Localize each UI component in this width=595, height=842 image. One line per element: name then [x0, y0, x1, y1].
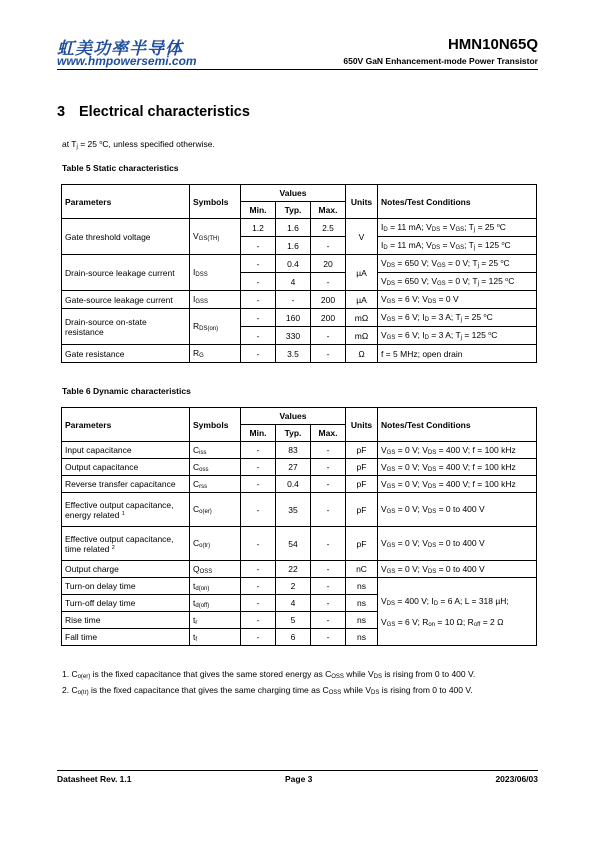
typ-cell: - — [276, 291, 311, 309]
param-cell: Drain-source leakage current — [62, 255, 190, 291]
max-cell: 20 — [311, 255, 346, 273]
symbol-cell: $R_G$ — [190, 345, 241, 363]
unit-cell: V — [346, 219, 378, 255]
table-row — [62, 476, 537, 493]
table-header-row — [62, 408, 537, 425]
symbol-cell: $C_{iss}$ — [190, 442, 241, 459]
max-cell: - — [311, 612, 346, 629]
note-cell: $V_{GS} = 6$ V; $I_D = 3$ A; $T_j = 125$ $^o$C — [378, 327, 537, 345]
min-cell: - — [241, 345, 276, 363]
symbol-cell: $C_{rss}$ — [190, 476, 241, 493]
note-cell: $V_{GS} = 6$ V; $I_D = 3$ A; $T_j = 25$ $^o$C — [378, 309, 537, 327]
symbol-cell: $t_{d(off)}$ — [190, 595, 241, 612]
max-cell: - — [311, 442, 346, 459]
section-heading — [57, 104, 250, 120]
header-divider — [57, 69, 538, 70]
min-cell: - — [241, 255, 276, 273]
typ-cell: 1.6 — [276, 219, 311, 237]
max-cell: - — [311, 237, 346, 255]
param-cell: Input capacitance — [62, 442, 190, 459]
note-cell: $V_{GS} = 0$ V; $V_{DS} = 0$ to 400 V — [378, 527, 537, 561]
unit-cell: pF — [346, 459, 378, 476]
header-max: Max. — [311, 425, 346, 442]
min-cell: - — [241, 476, 276, 493]
symbol-cell: $t_f$ — [190, 629, 241, 646]
header-values: Values — [241, 185, 346, 202]
part-number: HMN10N65Q — [447, 36, 538, 53]
min-cell: - — [241, 629, 276, 646]
symbol-cell: $Q_{OSS}$ — [190, 561, 241, 578]
typ-cell: 3.5 — [276, 345, 311, 363]
param-cell: Effective output capacitance, energy related $^1$ — [62, 493, 190, 527]
header-min: Min. — [241, 202, 276, 219]
typ-cell: 2 — [276, 578, 311, 595]
header-notes: Notes/Test Conditions — [378, 408, 537, 442]
max-cell: - — [311, 493, 346, 527]
param-cell: Drain-source on-state resistance — [62, 309, 190, 345]
header-units: Units — [346, 185, 378, 219]
header-max: Max. — [311, 202, 346, 219]
min-cell: - — [241, 442, 276, 459]
table-row — [62, 527, 537, 561]
param-cell: Gate-source leakage current — [62, 291, 190, 309]
typ-cell: 6 — [276, 629, 311, 646]
param-cell: Gate resistance — [62, 345, 190, 363]
typ-cell: 54 — [276, 527, 311, 561]
section-title: Electrical characteristics — [79, 104, 250, 120]
note-cell: $V_{GS} = 0$ V; $V_{DS} = 400$ V; f = 100 kHz — [378, 459, 537, 476]
unit-cell: ns — [346, 595, 378, 612]
note-cell: f = 5 MHz; open drain — [378, 345, 537, 363]
note-cell: $V_{DS} = 650$ V; $V_{GS} = 0$ V; $T_j = 25$ $^o$C — [378, 255, 537, 273]
unit-cell: pF — [346, 442, 378, 459]
brand-website-link[interactable]: www.hmpowersemi.com — [57, 54, 197, 68]
unit-cell: ns — [346, 612, 378, 629]
param-cell: Gate threshold voltage — [62, 219, 190, 255]
note-cell: $V_{DS} = 650$ V; $V_{GS} = 0$ V; $T_j = 125$ $^o$C — [378, 273, 537, 291]
max-cell: 2.5 — [311, 219, 346, 237]
param-cell: Output capacitance — [62, 459, 190, 476]
header-symbols: Symbols — [190, 185, 241, 219]
header-parameters: Parameters — [62, 408, 190, 442]
symbol-cell: $t_{d(on)}$ — [190, 578, 241, 595]
note-cell: $V_{GS} = 0$ V; $V_{DS} = 400$ V; f = 100 kHz — [378, 476, 537, 493]
min-cell: - — [241, 459, 276, 476]
typ-cell: 83 — [276, 442, 311, 459]
min-cell: - — [241, 327, 276, 345]
typ-cell: 0.4 — [276, 476, 311, 493]
min-cell: 1.2 — [241, 219, 276, 237]
max-cell: - — [311, 578, 346, 595]
unit-cell: pF — [346, 527, 378, 561]
unit-cell: nC — [346, 561, 378, 578]
unit-cell: µA — [346, 291, 378, 309]
note-cell: $V_{GS} = 6$ V; $V_{DS} = 0$ V — [378, 291, 537, 309]
table5-caption: Table 5 Static characteristics — [62, 163, 179, 173]
min-cell: - — [241, 237, 276, 255]
max-cell: - — [311, 273, 346, 291]
max-cell: - — [311, 595, 346, 612]
typ-cell: 5 — [276, 612, 311, 629]
unit-cell: ns — [346, 578, 378, 595]
param-cell: Output charge — [62, 561, 190, 578]
typ-cell: 22 — [276, 561, 311, 578]
table-row — [62, 561, 537, 578]
typ-cell: 35 — [276, 493, 311, 527]
min-cell: - — [241, 578, 276, 595]
symbol-cell: $V_{GS(TH)}$ — [190, 219, 241, 255]
unit-cell: mΩ — [346, 327, 378, 345]
symbol-cell: $I_{DSS}$ — [190, 255, 241, 291]
switching-conditions-cell: $V_{DS} = 400$ V; $I_D = 6$ A; L = 318 µH; $V_{GS} = 6$ V; $R_{on} = 10$ Ω; $R_{off} = 2$ Ω — [378, 578, 537, 646]
symbol-cell: $t_r$ — [190, 612, 241, 629]
param-cell: Reverse transfer capacitance — [62, 476, 190, 493]
typ-cell: 1.6 — [276, 237, 311, 255]
condition-note: at $T_j = 25$ $^o$C, unless specified otherwise. — [62, 139, 215, 150]
max-cell: 200 — [311, 291, 346, 309]
param-cell: Rise time — [62, 612, 190, 629]
max-cell: - — [311, 459, 346, 476]
table-row — [62, 219, 537, 237]
footer-divider — [57, 770, 538, 771]
table-row — [62, 255, 537, 273]
header-notes: Notes/Test Conditions — [378, 185, 537, 219]
footer-date: 2023/06/03 — [495, 774, 538, 784]
table-row — [62, 442, 537, 459]
param-cell: Turn-off delay time — [62, 595, 190, 612]
max-cell: - — [311, 527, 346, 561]
section-number: 3 — [57, 104, 66, 120]
header-typ: Typ. — [276, 202, 311, 219]
footnote-2: 2. $C_{o(tr)}$ is the fixed capacitance that gives the same charging time as $C_{OSS}$ while $V_{DS}$ is rising from 0 to 400 V. — [62, 685, 473, 696]
min-cell: - — [241, 291, 276, 309]
symbol-cell: $C_{oss}$ — [190, 459, 241, 476]
unit-cell: mΩ — [346, 309, 378, 327]
table-row — [62, 578, 537, 595]
unit-cell: Ω — [346, 345, 378, 363]
table-row — [62, 493, 537, 527]
param-cell: Fall time — [62, 629, 190, 646]
param-cell: Effective output capacitance, time related $^2$ — [62, 527, 190, 561]
typ-cell: 4 — [276, 595, 311, 612]
typ-cell: 160 — [276, 309, 311, 327]
footer-page-number: Page 3 — [285, 774, 313, 784]
header-typ: Typ. — [276, 425, 311, 442]
min-cell: - — [241, 493, 276, 527]
max-cell: 200 — [311, 309, 346, 327]
symbol-cell: $C_{o(tr)}$ — [190, 527, 241, 561]
max-cell: - — [311, 561, 346, 578]
note-cell: $V_{GS} = 0$ V; $V_{DS} = 0$ to 400 V — [378, 561, 537, 578]
header-symbols: Symbols — [190, 408, 241, 442]
min-cell: - — [241, 561, 276, 578]
symbol-cell: $R_{DS(on)}$ — [190, 309, 241, 345]
brand-chinese-name: 虹美功率半导体 — [57, 39, 183, 58]
min-cell: - — [241, 527, 276, 561]
table6-caption: Table 6 Dynamic characteristics — [62, 386, 191, 396]
symbol-cell: $I_{GSS}$ — [190, 291, 241, 309]
static-characteristics-table — [61, 184, 537, 363]
unit-cell: µA — [346, 255, 378, 291]
min-cell: - — [241, 612, 276, 629]
note-cell: $I_D = 11$ mA; $V_{DS} = V_{GS}$; $T_j = 25$ $^o$C — [378, 219, 537, 237]
part-description: 650V GaN Enhancement-mode Power Transistor — [343, 56, 538, 66]
header-min: Min. — [241, 425, 276, 442]
note-cell: $I_D = 11$ mA; $V_{DS} = V_{GS}$; $T_j = 125$ $^o$C — [378, 237, 537, 255]
min-cell: - — [241, 309, 276, 327]
footer-revision: Datasheet Rev. 1.1 — [57, 774, 132, 784]
typ-cell: 27 — [276, 459, 311, 476]
max-cell: - — [311, 345, 346, 363]
min-cell: - — [241, 273, 276, 291]
table-row — [62, 459, 537, 476]
footnote-1: 1. $C_{o(er)}$ is the fixed capacitance that gives the same stored energy as $C_{OSS}$ while $V_{DS}$ is rising from 0 to 400 V. — [62, 669, 476, 680]
max-cell: - — [311, 476, 346, 493]
symbol-cell: $C_{o(er)}$ — [190, 493, 241, 527]
unit-cell: ns — [346, 629, 378, 646]
unit-cell: pF — [346, 493, 378, 527]
dynamic-characteristics-table — [61, 407, 537, 646]
typ-cell: 0.4 — [276, 255, 311, 273]
note-cell: $V_{GS} = 0$ V; $V_{DS} = 400$ V; f = 100 kHz — [378, 442, 537, 459]
note-cell: $V_{GS} = 0$ V; $V_{DS} = 0$ to 400 V — [378, 493, 537, 527]
table-row — [62, 345, 537, 363]
param-cell: Turn-on delay time — [62, 578, 190, 595]
table-row — [62, 291, 537, 309]
table-row — [62, 309, 537, 327]
table-header-row — [62, 185, 537, 202]
unit-cell: pF — [346, 476, 378, 493]
header-values: Values — [241, 408, 346, 425]
typ-cell: 4 — [276, 273, 311, 291]
max-cell: - — [311, 327, 346, 345]
header-units: Units — [346, 408, 378, 442]
min-cell: - — [241, 595, 276, 612]
typ-cell: 330 — [276, 327, 311, 345]
header-parameters: Parameters — [62, 185, 190, 219]
max-cell: - — [311, 629, 346, 646]
